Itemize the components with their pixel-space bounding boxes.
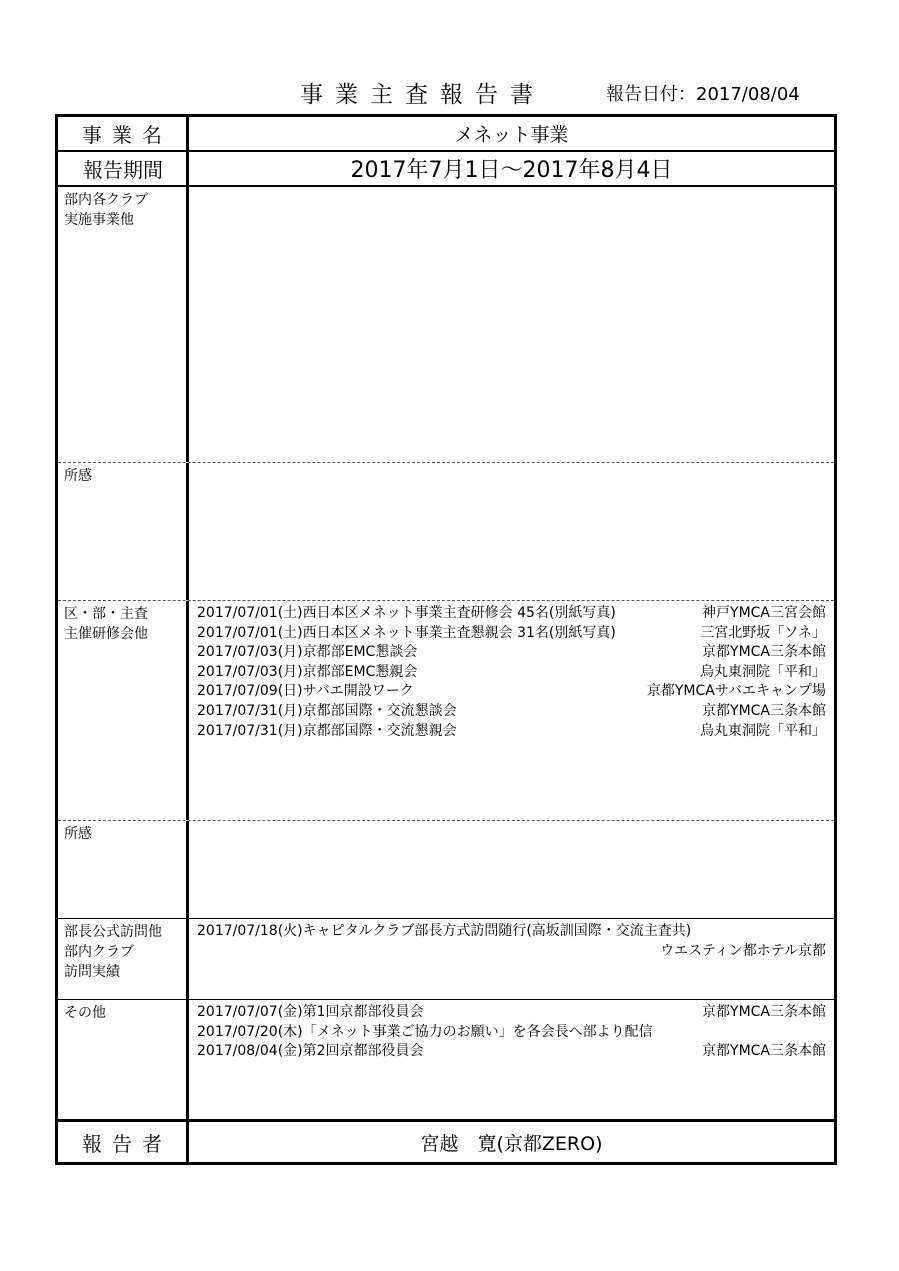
period-value: 2017年7月1日〜2017年8月4日 [350, 158, 673, 183]
list-item: 2017/07/03(月)京都部EMC懇談会 京都YMCA三条本館 [197, 644, 826, 661]
project-value: メネット事業 [454, 124, 569, 146]
period-row [58, 150, 834, 185]
report-form [55, 114, 837, 1165]
district-events-list [189, 601, 834, 820]
report-date: 報告日付：2017/08/04 [606, 84, 800, 105]
club-activities-content [189, 187, 834, 462]
visit-entry-text: 2017/07/18(火)キャピタルクラブ部長方式訪問随行(高坂訓国際・交流主査共) [197, 923, 692, 939]
reporter-row [58, 1119, 834, 1162]
reporter-label: 報告者 [82, 1131, 172, 1156]
district-events-row [58, 600, 834, 820]
impression-1-label: 所感 [64, 468, 92, 484]
visit-entry-place: ウエスティン都ホテル京都 [660, 942, 826, 959]
page-title: 事業主査報告書 [300, 82, 545, 108]
club-activities-row [58, 185, 834, 462]
other-row [58, 999, 834, 1119]
list-item: 2017/07/01(土)西日本区メネット事業主査研修会 45名(別紙写真) 神戸YMCA三宮会館 [197, 605, 826, 621]
impression-2-content [189, 821, 834, 918]
project-label: 事業名 [82, 123, 172, 147]
visits-label: 部長公式訪問他 部内クラブ 訪問実績 [64, 924, 162, 980]
visits-row [58, 918, 834, 999]
club-activities-label: 部内各クラブ 実施事業他 [64, 192, 148, 228]
list-item: 2017/07/01(土)西日本区メネット事業主査懇親会 31名(別紙写真) 三宮北野坂「ソネ」 [197, 624, 826, 641]
list-item: 2017/07/03(月)京都部EMC懇親会 烏丸東洞院「平和」 [197, 663, 826, 680]
visits-list [189, 919, 834, 999]
other-list [189, 1000, 834, 1119]
list-item: 2017/07/09(日)サバエ開設ワーク 京都YMCAサバエキャンプ場 [197, 683, 826, 700]
impression-1-content [189, 463, 834, 600]
period-label: 報告期間 [83, 158, 163, 182]
other-label: その他 [64, 1005, 106, 1021]
list-item: 2017/07/31(月)京都部国際・交流懇親会 烏丸東洞院「平和」 [197, 722, 826, 739]
list-item: 2017/07/31(月)京都部国際・交流懇談会 京都YMCA三条本館 [197, 702, 826, 719]
list-item: 2017/07/07(金)第1回京都部役員会 京都YMCA三条本館 [197, 1004, 826, 1020]
district-events-label: 区・部・主査 主催研修会他 [64, 606, 148, 642]
reporter-value: 宮越 寛(京都ZERO) [420, 1132, 603, 1155]
impression-2-label: 所感 [64, 826, 92, 842]
list-item: 2017/07/20(木)「メネット事業ご協力のお願い」を各会長へ部より配信 [197, 1023, 653, 1040]
project-row [58, 117, 834, 150]
impression-1-row [58, 462, 834, 600]
impression-2-row [58, 820, 834, 918]
list-item: 2017/08/04(金)第2回京都部役員会 京都YMCA三条本館 [197, 1043, 826, 1060]
